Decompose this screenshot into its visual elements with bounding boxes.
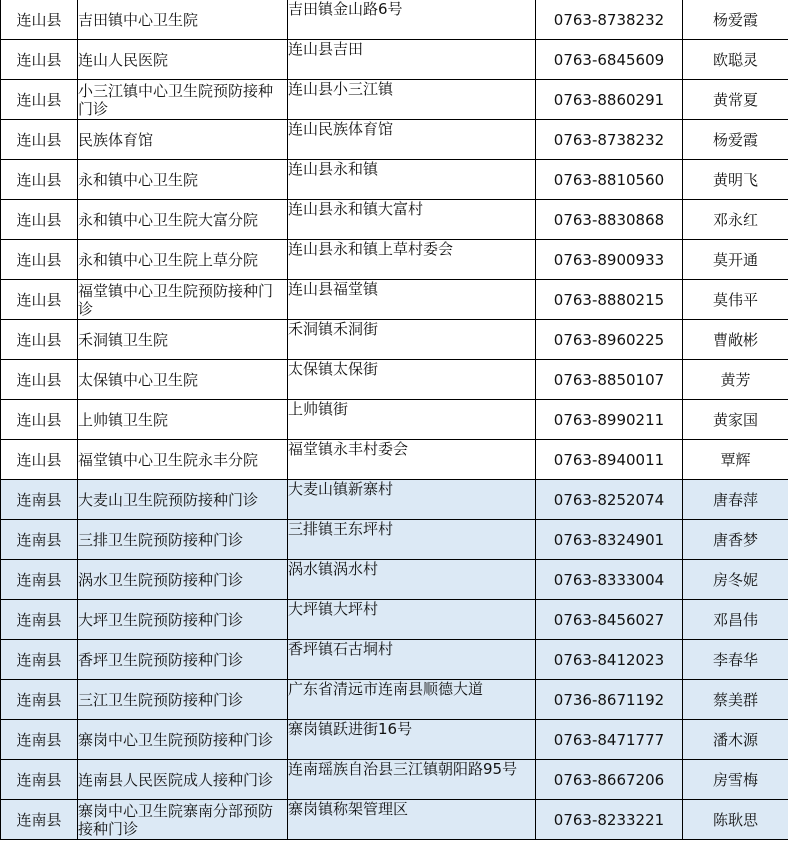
county-cell: 连山县 — [1, 160, 78, 200]
address-cell: 连山县福堂镇 — [288, 280, 536, 320]
contact-cell: 蔡美群 — [683, 680, 788, 720]
phone-cell: 0763-8880215 — [536, 280, 683, 320]
contact-cell: 邓昌伟 — [683, 600, 788, 640]
site-name-cell: 福堂镇中心卫生院永丰分院 — [78, 440, 288, 480]
table-row — [1, 160, 788, 200]
phone-cell: 0763-8900933 — [536, 240, 683, 280]
address-cell: 寨岗镇跃进街16号 — [288, 720, 536, 760]
contact-cell: 黄芳 — [683, 360, 788, 400]
site-name-cell: 永和镇中心卫生院上草分院 — [78, 240, 288, 280]
address-cell: 大麦山镇新寨村 — [288, 480, 536, 520]
address-cell: 连山县小三江镇 — [288, 80, 536, 120]
county-cell: 连南县 — [1, 560, 78, 600]
table-row — [1, 0, 788, 40]
table-row — [1, 600, 788, 640]
phone-cell: 0763-6845609 — [536, 40, 683, 80]
county-cell: 连南县 — [1, 760, 78, 800]
phone-cell: 0736-8671192 — [536, 680, 683, 720]
contact-cell: 杨爱霞 — [683, 120, 788, 160]
table-row — [1, 640, 788, 680]
site-name-cell: 三排卫生院预防接种门诊 — [78, 520, 288, 560]
contact-cell: 莫开通 — [683, 240, 788, 280]
site-name-cell: 涡水卫生院预防接种门诊 — [78, 560, 288, 600]
address-cell: 连山县永和镇上草村委会 — [288, 240, 536, 280]
site-name-cell: 上帅镇卫生院 — [78, 400, 288, 440]
table-row — [1, 480, 788, 520]
address-cell: 连山县永和镇大富村 — [288, 200, 536, 240]
site-name-cell: 民族体育馆 — [78, 120, 288, 160]
contact-cell: 黄明飞 — [683, 160, 788, 200]
county-cell: 连南县 — [1, 480, 78, 520]
address-cell: 连山民族体育馆 — [288, 120, 536, 160]
site-name-cell: 吉田镇中心卫生院 — [78, 0, 288, 40]
address-cell: 太保镇太保街 — [288, 360, 536, 400]
phone-cell: 0763-8233221 — [536, 800, 683, 840]
address-cell: 涡水镇涡水村 — [288, 560, 536, 600]
contact-cell: 房冬妮 — [683, 560, 788, 600]
contact-cell: 陈耿思 — [683, 800, 788, 840]
phone-cell: 0763-8252074 — [536, 480, 683, 520]
address-cell: 吉田镇金山路6号 — [288, 0, 536, 40]
phone-cell: 0763-8960225 — [536, 320, 683, 360]
contact-cell: 黄常夏 — [683, 80, 788, 120]
phone-cell: 0763-8940011 — [536, 440, 683, 480]
phone-cell: 0763-8810560 — [536, 160, 683, 200]
contact-cell: 杨爱霞 — [683, 0, 788, 40]
phone-cell: 0763-8324901 — [536, 520, 683, 560]
county-cell: 连山县 — [1, 400, 78, 440]
phone-cell: 0763-8850107 — [536, 360, 683, 400]
site-name-cell: 太保镇中心卫生院 — [78, 360, 288, 400]
site-name-cell: 大麦山卫生院预防接种门诊 — [78, 480, 288, 520]
contact-cell: 莫伟平 — [683, 280, 788, 320]
site-name-cell: 永和镇中心卫生院大富分院 — [78, 200, 288, 240]
county-cell: 连山县 — [1, 80, 78, 120]
table-row — [1, 240, 788, 280]
phone-cell: 0763-8667206 — [536, 760, 683, 800]
table-row — [1, 680, 788, 720]
county-cell: 连山县 — [1, 120, 78, 160]
table-row — [1, 280, 788, 320]
site-name-cell: 连南县人民医院成人接种门诊 — [78, 760, 288, 800]
phone-cell: 0763-8333004 — [536, 560, 683, 600]
phone-cell: 0763-8830868 — [536, 200, 683, 240]
contact-cell: 黄家国 — [683, 400, 788, 440]
contact-cell: 唐香梦 — [683, 520, 788, 560]
county-cell: 连南县 — [1, 680, 78, 720]
contact-cell: 覃辉 — [683, 440, 788, 480]
contact-cell: 曹敞彬 — [683, 320, 788, 360]
site-name-cell: 福堂镇中心卫生院预防接种门诊 — [78, 280, 288, 320]
site-name-cell: 永和镇中心卫生院 — [78, 160, 288, 200]
county-cell: 连山县 — [1, 280, 78, 320]
phone-cell: 0763-8738232 — [536, 120, 683, 160]
contact-cell: 潘木源 — [683, 720, 788, 760]
county-cell: 连山县 — [1, 200, 78, 240]
table-row — [1, 320, 788, 360]
site-name-cell: 寨岗中心卫生院寨南分部预防接种门诊 — [78, 800, 288, 840]
contact-cell: 欧聪灵 — [683, 40, 788, 80]
county-cell: 连南县 — [1, 600, 78, 640]
site-name-cell: 香坪卫生院预防接种门诊 — [78, 640, 288, 680]
site-name-cell: 连山人民医院 — [78, 40, 288, 80]
table-row — [1, 400, 788, 440]
table-row — [1, 520, 788, 560]
address-cell: 禾洞镇禾洞街 — [288, 320, 536, 360]
address-cell: 连山县吉田 — [288, 40, 536, 80]
table-row — [1, 560, 788, 600]
county-cell: 连山县 — [1, 40, 78, 80]
county-cell: 连山县 — [1, 360, 78, 400]
table-row — [1, 80, 788, 120]
address-cell: 广东省清远市连南县顺德大道 — [288, 680, 536, 720]
address-cell: 连山县永和镇 — [288, 160, 536, 200]
table-row — [1, 120, 788, 160]
county-cell: 连南县 — [1, 800, 78, 840]
table-row — [1, 200, 788, 240]
contact-cell: 邓永红 — [683, 200, 788, 240]
phone-cell: 0763-8990211 — [536, 400, 683, 440]
table-row — [1, 440, 788, 480]
table-body — [1, 0, 788, 840]
address-cell: 连南瑶族自治县三江镇朝阳路95号 — [288, 760, 536, 800]
address-cell: 香坪镇石古垌村 — [288, 640, 536, 680]
phone-cell: 0763-8471777 — [536, 720, 683, 760]
address-cell: 福堂镇永丰村委会 — [288, 440, 536, 480]
address-cell: 寨岗镇称架管理区 — [288, 800, 536, 840]
address-cell: 大坪镇大坪村 — [288, 600, 536, 640]
phone-cell: 0763-8860291 — [536, 80, 683, 120]
contact-cell: 房雪梅 — [683, 760, 788, 800]
county-cell: 连山县 — [1, 320, 78, 360]
site-name-cell: 寨岗中心卫生院预防接种门诊 — [78, 720, 288, 760]
county-cell: 连山县 — [1, 240, 78, 280]
contact-cell: 唐春萍 — [683, 480, 788, 520]
phone-cell: 0763-8738232 — [536, 0, 683, 40]
county-cell: 连山县 — [1, 440, 78, 480]
phone-cell: 0763-8456027 — [536, 600, 683, 640]
site-name-cell: 三江卫生院预防接种门诊 — [78, 680, 288, 720]
phone-cell: 0763-8412023 — [536, 640, 683, 680]
table-row — [1, 720, 788, 760]
site-name-cell: 禾洞镇卫生院 — [78, 320, 288, 360]
table-row — [1, 360, 788, 400]
county-cell: 连山县 — [1, 0, 78, 40]
county-cell: 连南县 — [1, 720, 78, 760]
table-row — [1, 40, 788, 80]
site-name-cell: 小三江镇中心卫生院预防接种门诊 — [78, 80, 288, 120]
county-cell: 连南县 — [1, 640, 78, 680]
county-cell: 连南县 — [1, 520, 78, 560]
site-name-cell: 大坪卫生院预防接种门诊 — [78, 600, 288, 640]
address-cell: 上帅镇街 — [288, 400, 536, 440]
contact-cell: 李春华 — [683, 640, 788, 680]
table-row — [1, 800, 788, 840]
address-cell: 三排镇王东坪村 — [288, 520, 536, 560]
table-row — [1, 760, 788, 800]
